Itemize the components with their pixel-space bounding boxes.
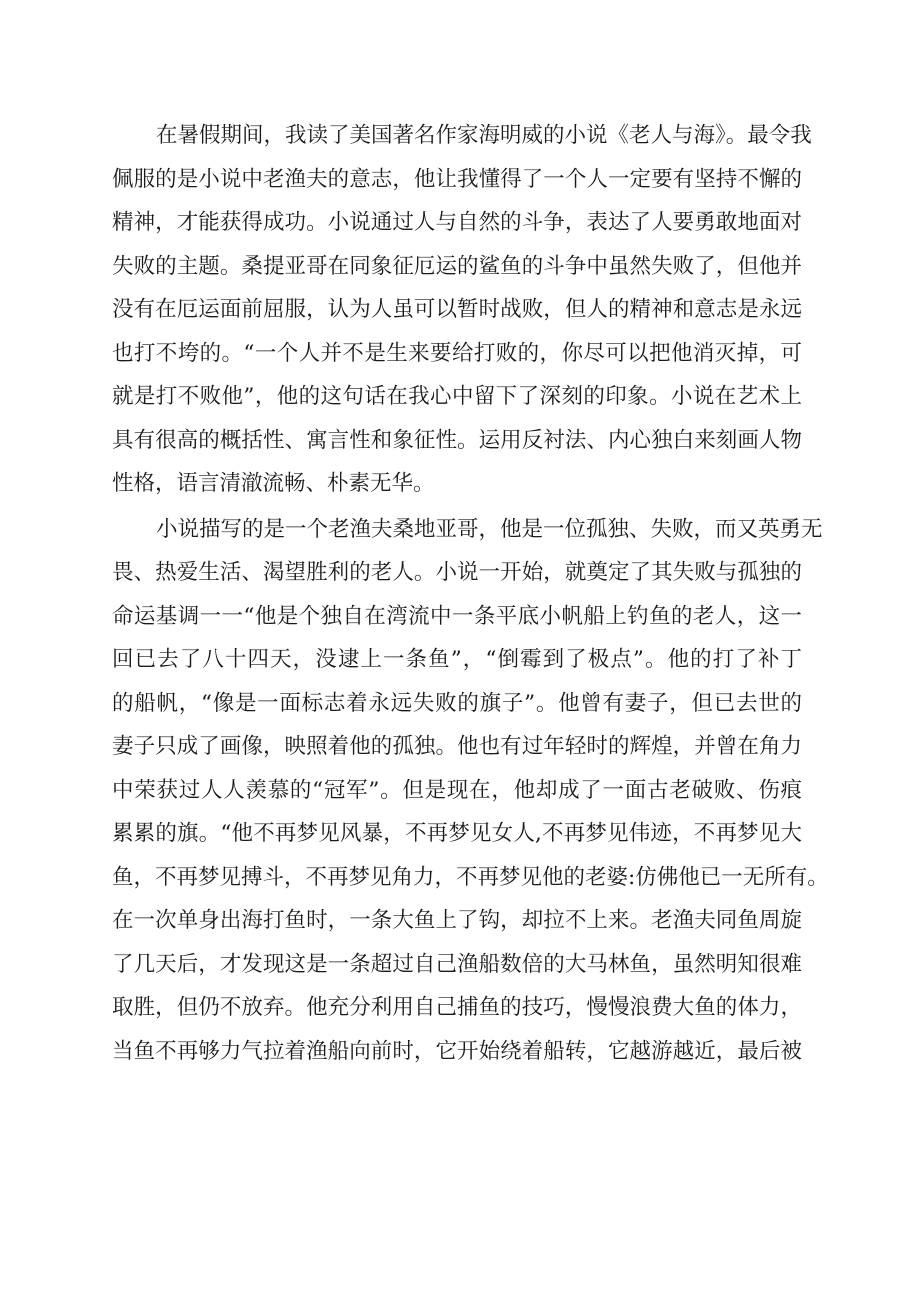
text-line: 回已去了八十四天，没逮上一条鱼”，“倒霉到了极点”。他的打了补丁 xyxy=(112,647,802,672)
text-line: 也打不垮的。“一个人并不是生来要给打败的，你尽可以把他消灭掉，可 xyxy=(112,340,802,366)
text-line: 中荣获过人人羡慕的“冠军”。但是现在，他却成了一面古老破败、伤痕 xyxy=(112,777,802,803)
text-line: 畏、热爱生活、渴望胜利的老人。小说一开始，就奠定了其失败与孤独的 xyxy=(112,560,802,585)
text-line: 就是打不败他”，他的这句话在我心中留下了深刻的印象。小说在艺术上 xyxy=(112,384,802,409)
text-line: 没有在厄运面前屈服，认为人虽可以暂时战败，但人的精神和意志是永远 xyxy=(112,297,802,322)
text-line: 失败的主题。桑提亚哥在同象征厄运的鲨鱼的斗争中虽然失败了，但他并 xyxy=(112,253,802,279)
paragraph-1 xyxy=(112,114,812,506)
text-line: 小说描写的是一个老渔夫桑地亚哥，他是一位孤独、失败，而又英勇无 xyxy=(156,516,823,542)
text-line: 妻子只成了画像，映照着他的孤独。他也有过年轻时的辉煌，并曾在角力 xyxy=(112,734,802,759)
article-body xyxy=(112,114,829,1073)
text-line: 精神，才能获得成功。小说通过人与自然的斗争，表达了人要勇敢地面对 xyxy=(112,210,802,235)
text-line: 的船帆，“像是一面标志着永远失败的旗子”。他曾有妻子，但已去世的 xyxy=(112,690,802,716)
paragraph-2 xyxy=(112,508,829,1074)
text-line: 当鱼不再够力气拉着渔船向前时，它开始绕着船转，它越游越近，最后被 xyxy=(112,1038,802,1064)
text-line: 鱼，不再梦见搏斗，不再梦见角力，不再梦见他的老婆:仿佛他已一无所有。 xyxy=(112,864,829,890)
text-line: 累累的旗。“他不再梦见风暴，不再梦见女人,不再梦见伟迹，不再梦见大 xyxy=(112,821,802,846)
text-line: 了几天后，才发现这是一条超过自己渔船数倍的大马林鱼，虽然明知很难 xyxy=(112,951,802,977)
text-line: 佩服的是小说中老渔夫的意志，他让我懂得了一个人一定要有坚持不懈的 xyxy=(112,166,802,192)
text-line: 在暑假期间，我读了美国著名作家海明威的小说《老人与海》。最令我 xyxy=(156,123,812,148)
text-line: 性格，语言清澈流畅、朴素无华。 xyxy=(112,471,435,496)
text-line: 命运基调一一“他是个独自在湾流中一条平底小帆船上钓鱼的老人，这一 xyxy=(112,603,802,629)
text-line: 在一次单身出海打鱼时，一条大鱼上了钩，却拉不上来。老渔夫同鱼周旋 xyxy=(112,908,802,933)
text-line: 具有很高的概括性、寓言性和象征性。运用反衬法、内心独白来刻画人物 xyxy=(112,427,802,453)
text-line: 取胜，但仍不放弃。他充分利用自己捕鱼的技巧，慢慢浪费大鱼的体力， xyxy=(112,995,802,1020)
